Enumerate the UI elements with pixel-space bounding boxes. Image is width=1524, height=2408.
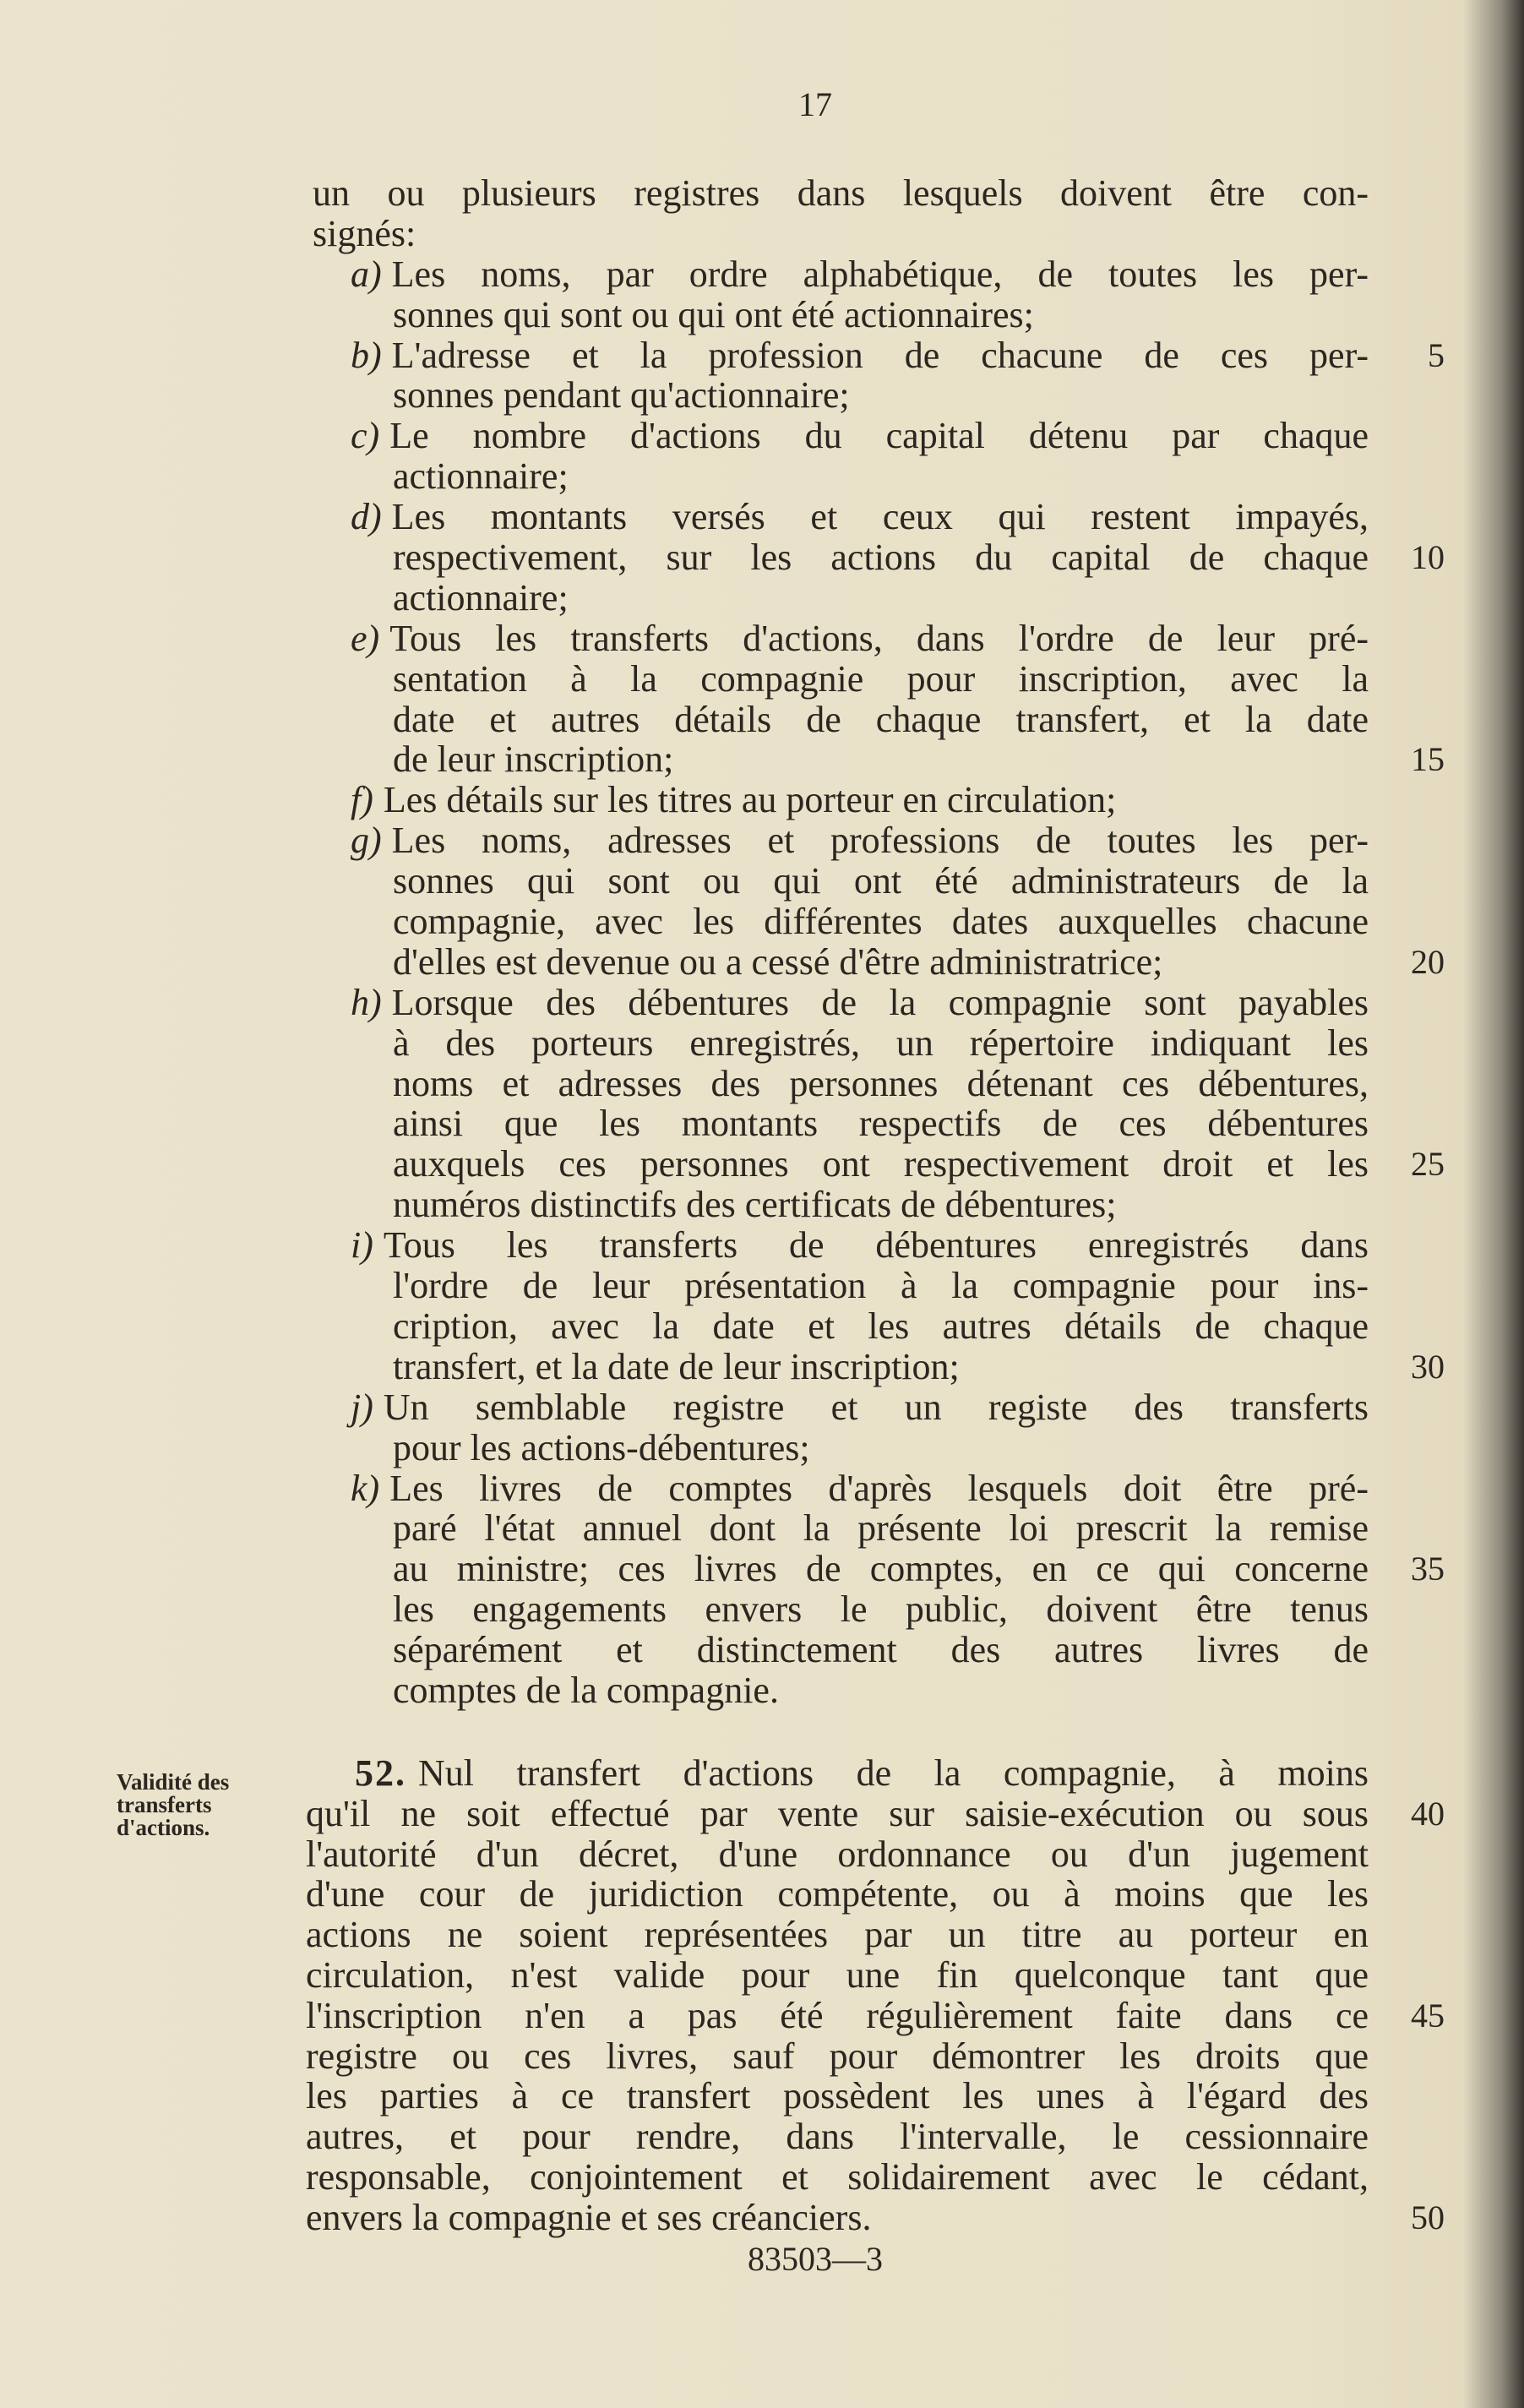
line-text: [313, 214, 1369, 254]
section-52-paragraph: [306, 1752, 1445, 2238]
text-line: [313, 1670, 1369, 1711]
text-line: [313, 820, 1369, 861]
line-text: [313, 295, 1369, 335]
item-label: c): [351, 415, 380, 457]
text-line: [306, 1955, 1369, 1996]
line-text: [313, 1306, 1369, 1347]
text-line: [306, 1792, 1445, 1834]
item-label: e): [351, 617, 380, 659]
text-line: [313, 861, 1369, 902]
text-line: [313, 780, 1369, 820]
item-text: paré l'état annuel dont la présente loi prescrit la remise: [393, 1507, 1369, 1550]
line-text: [313, 1468, 1369, 1509]
line-text: [313, 820, 1369, 861]
item-text: sentation à la compagnie pour inscription, avec la: [393, 657, 1369, 700]
line-text: [313, 497, 1369, 537]
item-text: séparément et distinctement des autres livres de: [393, 1629, 1369, 1671]
line-text: [313, 1549, 1369, 1589]
item-text: transfert, et la date de leur inscription;: [393, 1345, 960, 1387]
line-number: 50: [1411, 2198, 1445, 2236]
paragraph-text: responsable, conjointement et solidairement avec le cédant,: [306, 2155, 1369, 2198]
text-line: [313, 1345, 1445, 1387]
item-text: de leur inscription;: [393, 738, 674, 781]
paragraph-text: les parties à ce transfert possèdent les unes à l'égard des: [306, 2075, 1369, 2117]
line-number: 25: [1411, 1145, 1445, 1184]
paragraph-text: Nul transfert d'actions de la compagnie, à moins: [418, 1752, 1369, 1794]
line-text: [313, 983, 1369, 1023]
text-line: [313, 295, 1369, 335]
line-text: [313, 1589, 1369, 1630]
line-text: [306, 2198, 1369, 2238]
line-text: [313, 416, 1369, 456]
text-line: [306, 1753, 1369, 1794]
text-line: [313, 1468, 1369, 1509]
footer-code: 83503—3: [748, 2240, 883, 2278]
line-text: [306, 1753, 1369, 1794]
line-text: [313, 1266, 1369, 1306]
paragraph-text: circulation, n'est valide pour une fin quelconque tant que: [306, 1953, 1369, 1996]
text-line: [313, 578, 1369, 618]
item-text: noms et adresses des personnes détenant ces débentures,: [393, 1062, 1369, 1104]
text-line: [313, 1306, 1369, 1347]
line-text: [313, 456, 1369, 497]
text-line: [313, 254, 1369, 295]
text-line: [313, 1064, 1369, 1104]
text-line: [313, 1630, 1369, 1670]
text-line: [313, 416, 1369, 456]
text-line: [313, 1023, 1369, 1064]
text-line: [313, 1225, 1369, 1266]
item-text: l'ordre de leur présentation à la compagnie pour ins-: [393, 1265, 1369, 1307]
line-text: [313, 1630, 1369, 1670]
text-line: [306, 2076, 1369, 2117]
line-number: 15: [1411, 740, 1445, 779]
item-text: compagnie, avec les différentes dates auxquelles chacune: [393, 901, 1369, 943]
item-text: date et autres détails de chaque transfert, et la date: [393, 698, 1369, 740]
paragraph-text: actions ne soient représentées par un titre au porteur en: [306, 1914, 1369, 1956]
item-text: d'elles est devenue ou a cessé d'être administratrice;: [393, 940, 1163, 983]
line-text: [313, 1347, 1369, 1387]
line-text: [313, 1387, 1369, 1428]
page-number: 17: [798, 85, 832, 123]
line-text: [306, 2036, 1369, 2077]
text-line: [313, 1589, 1369, 1630]
text-line: [306, 2157, 1369, 2198]
line-text: [313, 1428, 1369, 1468]
text-line: [313, 618, 1369, 659]
section-51-list: [313, 172, 1445, 1711]
line-text: [313, 1144, 1369, 1185]
item-text: ainsi que les montants respectifs de ces débentures: [393, 1103, 1369, 1145]
text-line: [313, 1143, 1445, 1185]
text-line: [313, 456, 1369, 497]
item-text: actionnaire;: [393, 455, 569, 498]
line-number: 30: [1411, 1347, 1445, 1386]
item-text: sonnes qui sont ou qui ont été actionnaires;: [393, 293, 1034, 335]
text-line: [313, 537, 1445, 579]
line-text: [313, 1023, 1369, 1064]
text-line: [313, 940, 1445, 983]
paragraph-text: qu'il ne soit effectué par vente sur saisie-exécution ou sous: [306, 1792, 1369, 1834]
line-text: [306, 1955, 1369, 1996]
item-text: actionnaire;: [393, 576, 569, 618]
line-text: [313, 1185, 1369, 1225]
section-number: 52.: [355, 1752, 406, 1794]
item-label: j): [351, 1386, 373, 1428]
text-line: [306, 2036, 1369, 2077]
item-label: b): [351, 334, 382, 376]
line-text: [313, 173, 1369, 214]
text-line: [306, 1874, 1369, 1915]
text-line: [313, 214, 1369, 254]
item-text: Les détails sur les titres au porteur en circulation;: [383, 779, 1117, 821]
text-line: [306, 1994, 1445, 2036]
line-text: [306, 1834, 1369, 1875]
text-line: [313, 738, 1445, 781]
paragraph-text: l'inscription n'en a pas été régulièrement faite dans ce: [306, 1994, 1369, 2036]
item-text: sonnes pendant qu'actionnaire;: [393, 374, 850, 417]
line-text: [313, 780, 1369, 820]
item-text: respectivement, sur les actions du capital de chaque: [393, 537, 1369, 579]
line-text: [306, 1794, 1369, 1834]
item-label: f): [351, 779, 373, 821]
line-number: 10: [1411, 538, 1445, 577]
text-line: [313, 1548, 1445, 1590]
text-line: [313, 497, 1369, 537]
line-text: [313, 578, 1369, 618]
line-text: [313, 1064, 1369, 1104]
item-text: les engagements envers le public, doivent être tenus: [393, 1588, 1369, 1631]
line-text: [306, 1915, 1369, 1955]
item-text: un ou plusieurs registres dans lesquels doivent être con-: [313, 172, 1369, 214]
line-text: [313, 618, 1369, 659]
item-text: Lorsque des débentures de la compagnie sont payables: [391, 981, 1369, 1023]
line-text: [306, 1996, 1369, 2036]
item-text: Les noms, par ordre alphabétique, de toutes les per-: [391, 253, 1369, 295]
item-label: k): [351, 1467, 380, 1509]
line-number: 20: [1411, 942, 1445, 981]
margin-note-line: Validité des: [117, 1769, 230, 1795]
line-text: [313, 335, 1369, 376]
text-line: [313, 1428, 1369, 1468]
paragraph-text: d'une cour de juridiction compétente, ou à moins que les: [306, 1873, 1369, 1915]
text-line: [306, 1834, 1369, 1875]
item-text: au ministre; ces livres de comptes, en ce qui concerne: [393, 1548, 1369, 1590]
paragraph-text: registre ou ces livres, sauf pour démontrer les droits que: [306, 2035, 1369, 2077]
line-text: [313, 1225, 1369, 1266]
paragraph-text: autres, et pour rendre, dans l'intervalle, le cessionnaire: [306, 2116, 1369, 2158]
line-text: [313, 1103, 1369, 1144]
item-text: Tous les transferts de débentures enregistrés dans: [383, 1224, 1369, 1267]
item-text: sonnes qui sont ou qui ont été administrateurs de la: [393, 860, 1369, 902]
text-line: [313, 1387, 1369, 1428]
text-line: [313, 1103, 1369, 1144]
line-text: [313, 537, 1369, 578]
item-text: Les montants versés et ceux qui restent impayés,: [391, 496, 1369, 538]
margin-note-line: d'actions.: [117, 1815, 210, 1840]
item-label: i): [351, 1224, 373, 1267]
line-text: [313, 700, 1369, 740]
text-line: [306, 1915, 1369, 1955]
line-number: 5: [1428, 335, 1445, 374]
text-line: [313, 375, 1369, 416]
text-line: [313, 1185, 1369, 1225]
line-text: [313, 1508, 1369, 1549]
line-text: [313, 375, 1369, 416]
item-text: numéros distinctifs des certificats de débentures;: [393, 1184, 1117, 1226]
line-text: [313, 942, 1369, 983]
line-text: [306, 1874, 1369, 1915]
line-text: [306, 2117, 1369, 2157]
item-text: pour les actions-débentures;: [393, 1426, 810, 1468]
item-label: a): [351, 253, 382, 295]
item-text: Le nombre d'actions du capital détenu par chaque: [389, 415, 1369, 457]
text-line: [313, 334, 1445, 376]
item-text: L'adresse et la profession de chacune de ces per-: [391, 334, 1369, 376]
text-line: [306, 2196, 1445, 2238]
line-text: [313, 739, 1369, 780]
line-number: 35: [1411, 1550, 1445, 1588]
item-label: g): [351, 820, 382, 862]
text-line: [313, 902, 1369, 942]
text-line: [306, 2117, 1369, 2157]
item-label: h): [351, 981, 382, 1023]
text-line: [313, 659, 1369, 700]
paragraph-text: l'autorité d'un décret, d'une ordonnance ou d'un jugement: [306, 1833, 1369, 1875]
item-text: cription, avec la date et les autres détails de chaque: [393, 1305, 1369, 1347]
margin-note-line: transferts: [117, 1792, 212, 1817]
line-text: [313, 1670, 1369, 1711]
text-line: [313, 700, 1369, 740]
item-text: Les noms, adresses et professions de toutes les per-: [391, 820, 1369, 862]
text-line: [313, 1508, 1369, 1549]
line-text: [313, 861, 1369, 902]
line-text: [306, 2157, 1369, 2198]
item-text: Les livres de comptes d'après lesquels doit être pré-: [389, 1467, 1369, 1509]
line-text: [313, 902, 1369, 942]
paragraph-text: envers la compagnie et ses créanciers.: [306, 2196, 872, 2238]
item-text: Un semblable registre et un registe des transferts: [383, 1386, 1369, 1428]
item-text: à des porteurs enregistrés, un répertoire indiquant les: [393, 1021, 1369, 1064]
item-label: d): [351, 496, 382, 538]
text-line: [313, 983, 1369, 1023]
item-text: comptes de la compagnie.: [393, 1669, 779, 1711]
line-text: [306, 2076, 1369, 2117]
line-text: [313, 254, 1369, 295]
item-text: auxquels ces personnes ont respectivement droit et les: [393, 1143, 1369, 1185]
text-line: [313, 173, 1369, 214]
line-number: 45: [1411, 1996, 1445, 2035]
line-number: 40: [1411, 1794, 1445, 1833]
line-text: [313, 659, 1369, 700]
text-line: [313, 1266, 1369, 1306]
item-text: Tous les transferts d'actions, dans l'ordre de leur pré-: [389, 617, 1369, 659]
margin-note: [117, 1771, 294, 1839]
item-text: signés:: [313, 212, 416, 254]
